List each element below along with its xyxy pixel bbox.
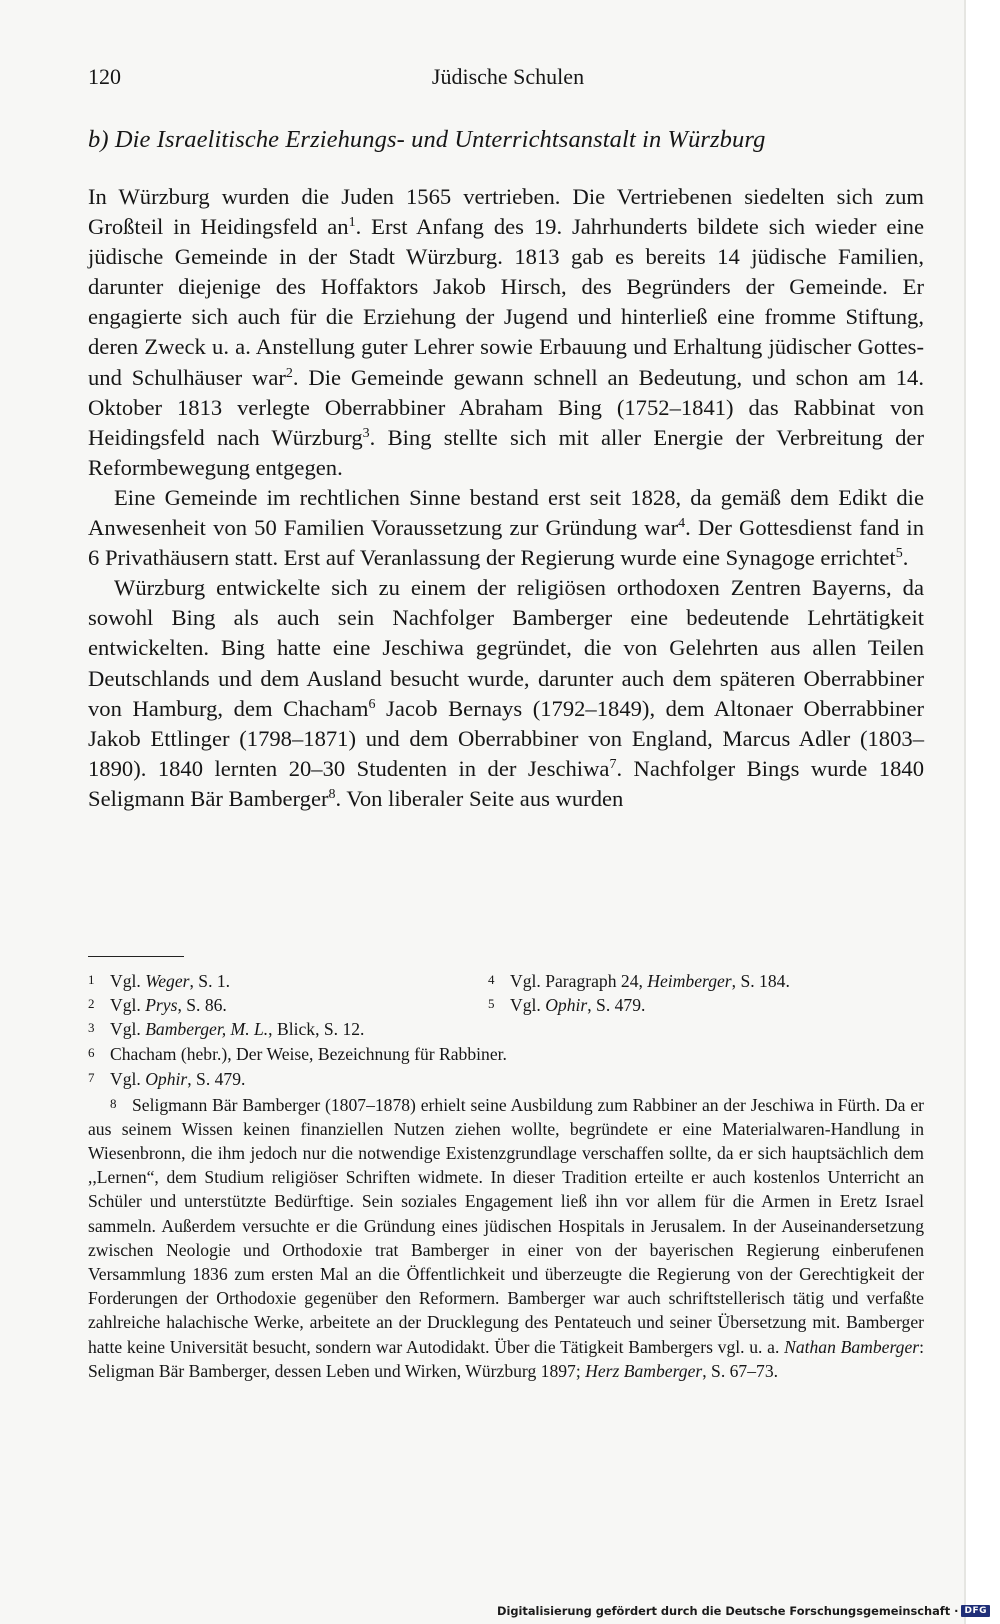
author-name: Bamberger, M. L.	[145, 1019, 269, 1039]
footnote-number: 2	[88, 996, 95, 1011]
footnote-ref[interactable]: 3	[362, 425, 370, 441]
running-head: Jüdische Schulen	[431, 64, 585, 89]
text-run: Vgl.	[510, 995, 546, 1015]
paragraph	[88, 483, 924, 573]
credit-text: Digitalisierung gefördert durch die Deutsche Forschungsgemeinschaft ·	[496, 1604, 959, 1618]
footnote-5	[488, 992, 940, 1017]
text-run: , S. 479.	[587, 995, 646, 1015]
footnote-3	[88, 1016, 924, 1041]
footnote-number: 3	[88, 1020, 95, 1035]
footnotes	[88, 1016, 924, 1383]
author-name: Prys	[145, 995, 178, 1015]
footnote-rule	[88, 956, 184, 957]
footnote-ref[interactable]: 8	[328, 786, 336, 802]
text-run: .	[902, 545, 909, 571]
text-run: , S. 479.	[187, 1069, 246, 1090]
author-name: Ophir	[145, 1069, 188, 1090]
author-name: Nathan Bamberger	[784, 1336, 920, 1357]
text-run: : Seligman Bär Bamberger, dessen Leben und Wirken, Würzburg 1897;	[88, 1336, 924, 1381]
text-run: , S. 184.	[731, 971, 790, 991]
text-run: , Blick, S. 12.	[268, 1019, 365, 1039]
footnote-ref[interactable]: 7	[609, 756, 617, 772]
text-run: . Die Gemeinde gewann schnell an Bedeutung, und schon am 14. Oktober 1813 verlegte Oberrabbiner Abraham Bing (1752–1841) das Rabbinat von Heidingsfeld nach Würzburg	[88, 364, 925, 450]
footnote-6	[88, 1041, 924, 1066]
text-run: Jacob Bernays (1792–1849), dem Altonaer Oberrabbiner Jakob Ettlinger (1798–1871) und dem Oberrabbiner von England, Marcus Adler (1803–1890). 1840 lernten 20–30 Studenten in der Jeschiwa	[88, 695, 924, 781]
footnote-ref[interactable]: 4	[678, 516, 686, 532]
author-name: Heimberger	[647, 971, 732, 991]
footnote-number: 5	[488, 996, 495, 1011]
footnote-ref[interactable]: 2	[285, 365, 293, 381]
footnote-ref[interactable]: 6	[368, 696, 376, 712]
text-run: In Würzburg wurden die Juden 1565 vertrieben. Die Vertriebenen siedelten sich zum Großteil in Heidingsfeld an	[88, 184, 924, 240]
footnote-4	[488, 968, 940, 993]
footnote-2	[88, 992, 510, 1017]
footnote-ref[interactable]: 5	[895, 546, 903, 562]
footnote-number: 8	[110, 1095, 117, 1111]
text-run: Vgl.	[110, 971, 146, 991]
text-run: Vgl.	[110, 1069, 146, 1090]
page-number: 120	[88, 64, 121, 89]
text-run: , S. 67–73.	[702, 1360, 779, 1381]
text-run: Vgl.	[110, 1019, 146, 1039]
text-run: Vgl.	[110, 995, 146, 1015]
page-header	[88, 64, 928, 94]
text-run: , S. 86.	[177, 995, 227, 1015]
digitization-credit	[497, 1602, 990, 1620]
text-run: , S. 1.	[189, 971, 231, 991]
footnote-ref[interactable]: 1	[348, 215, 356, 231]
section-title: b) Die Israelitische Erziehungs- und Unterrichtsanstalt in Würzburg	[88, 126, 766, 153]
text-run: . Bing stellte sich mit aller Energie der Verbreitung der Reformbewegung entgegen.	[88, 424, 924, 480]
author-name: Ophir	[545, 995, 588, 1015]
text-run: Chacham (hebr.), Der Weise, Bezeichnung für Rabbiner.	[110, 1044, 507, 1065]
footnote-number: 6	[88, 1045, 95, 1061]
author-name: Weger	[145, 971, 190, 991]
dfg-logo-icon: DFG	[961, 1605, 990, 1617]
footnote-8	[88, 1092, 924, 1383]
text-run: . Nachfolger Bings wurde 1840 Seligmann Bär Bamberger	[88, 755, 924, 811]
text-run: Würzburg entwickelte sich zu einem der religiösen orthodoxen Zentren Bayerns, da sowohl Bing als auch sein Nachfolger Bamberger eine bedeutende Lehrtätigkeit entwickelten. Bing hatte eine Jeschiwa gegründet, die von Gelehrten aus allen Teilen Deutschlands und dem Ausland besucht wurde, darunter auch dem späteren Oberrabbiner von Hamburg, dem Chacham	[88, 575, 924, 721]
text-run: . Der Gottesdienst fand in 6 Privathäusern statt. Erst auf Veranlassung der Regierung wurde eine Synagoge errichtet	[88, 515, 925, 571]
body-text	[88, 182, 924, 814]
footnote-number: 4	[488, 972, 495, 987]
paragraph	[88, 182, 924, 483]
footnote-1	[88, 968, 510, 993]
text-run: Vgl. Paragraph 24,	[510, 971, 648, 991]
text-run: . Erst Anfang des 19. Jahrhunderts bildete sich wieder eine jüdische Gemeinde in der Stadt Würzburg. 1813 gab es bereits 14 jüdische Familien, darunter diejenige des Hoffaktors Jakob Hirsch, des Begründers der Gemeinde. Er engagierte sich auch für die Erziehung der Jugend und hinterließ eine fromme Stiftung, deren Zweck u. a. Anstellung guter Lehrer sowie Erbauung und Erhaltung jüdischer Gottes- und Schulhäuser war	[88, 214, 924, 390]
text-run: Eine Gemeinde im rechtlichen Sinne bestand erst seit 1828, da gemäß dem Edikt die Anwesenheit von 50 Familien Voraussetzung zur Gründung war	[88, 484, 924, 541]
footnote-number: 7	[88, 1070, 95, 1086]
footnote-number: 1	[88, 972, 95, 987]
paragraph	[88, 573, 924, 814]
text-run: Seligmann Bär Bamberger (1807–1878) erhielt seine Ausbildung zum Rabbiner an der Jeschiwa in Fürth. Da er aus seinem Wissen keinen finanziellen Nutzen ziehen wollte, begründete er eine Materialwaren-Handlung in Wiesenbronn, die ihm jedoch nur die notwendige Existenzgrundlage verschaffen sollte, da er sich hauptsächlich dem ,,Lernen“, dem Studium religiöser Schriften widmete. In dieser Tradition erteilte er auch kostenlos Unterricht an Schüler und unterstützte Bedürftige. Sein soziales Engagement ließ ihn vor allem für die Armen in Eretz Israel sammeln. Außerdem versuchte er die Gründung eines jüdischen Hospitals in Jerusalem. In der Auseinandersetzung zwischen Neologie und Orthodoxie trat Bamberger in einer von der bayerischen Regierung einberufenen Versammlung 1836 zum ersten Mal an die Öffentlichkeit und überzeugte die Regierung von der Gerechtigkeit der Forderungen der Orthodoxie gegenüber den Reformern. Bamberger war auch schriftstellerisch tätig und verfaßte zahlreiche halachische Werke, arbeitete an der Drucklegung des Pentateuch und seiner Übersetzung mit. Bamberger hatte keine Universität besucht, sondern war Autodidakt. Über die Tätigkeit Bambergers vgl. u. a.	[88, 1094, 924, 1357]
text-run: . Von liberaler Seite aus wurden	[335, 785, 624, 811]
author-name: Herz Bamberger	[585, 1360, 703, 1381]
footnote-7	[88, 1066, 924, 1091]
